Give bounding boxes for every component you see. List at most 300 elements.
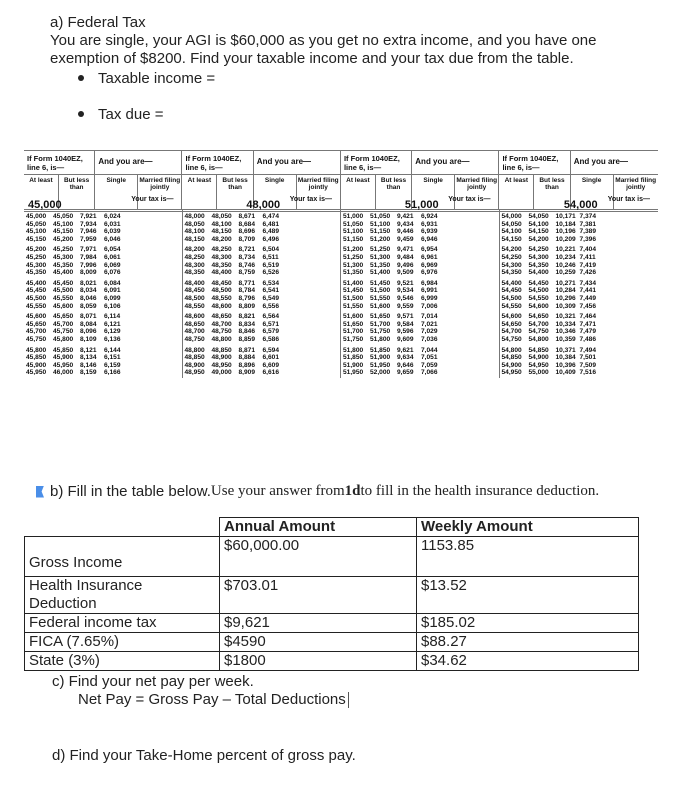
cell-at-least: 54,450: [501, 287, 522, 295]
cell-married-tax: 7,029: [421, 328, 438, 336]
cell-married-tax: 7,066: [421, 369, 438, 377]
cell-but-less-than: 51,100: [370, 220, 391, 228]
cell-but-less-than: 51,700: [370, 320, 391, 328]
cell-but-less-than: 51,450: [370, 279, 391, 287]
cell-but-less-than: 51,150: [370, 228, 391, 236]
cell-single-tax: 10,221: [555, 246, 576, 254]
table-row: [26, 213, 180, 221]
table-row: [26, 303, 180, 311]
cell-but-less-than: 46,000: [53, 369, 74, 377]
cell-at-least: 54,200: [501, 246, 522, 254]
cell-single-tax: 8,871: [238, 346, 256, 354]
annual-amount-cell[interactable]: $9,621: [220, 614, 417, 633]
cell-married-tax: 6,106: [104, 302, 121, 310]
cell-married-tax: 7,411: [579, 253, 596, 261]
cell-married-tax: 6,954: [421, 246, 438, 254]
table-row: [343, 236, 497, 244]
cell-at-least: 48,600: [184, 313, 205, 321]
table-row: [26, 287, 180, 295]
table-row: [185, 347, 339, 355]
cell-married-tax: 6,091: [104, 287, 121, 295]
cell-married-tax: 6,151: [104, 354, 121, 362]
section-a-line2: exemption of $8200. Find your taxable income and your tax due from the table.: [50, 50, 574, 67]
cell-at-least: 51,800: [343, 346, 364, 354]
cell-married-tax: 6,931: [421, 220, 438, 228]
cell-married-tax: 6,069: [104, 261, 121, 269]
cell-single-tax: 9,659: [397, 369, 414, 377]
row-label: State (3%): [25, 652, 220, 671]
cell-single-tax: 10,209: [555, 235, 576, 243]
table-row: [502, 228, 657, 236]
cell-married-tax: 6,039: [104, 228, 121, 236]
cell-married-tax: 7,509: [579, 361, 597, 369]
cell-at-least: 45,150: [26, 235, 47, 243]
section-c-formula: Net Pay = Gross Pay – Total Deductions: [78, 691, 346, 708]
cell-but-less-than: 51,400: [370, 269, 391, 277]
cell-single-tax: 10,246: [555, 261, 576, 269]
header-and-you-are: And you are—: [254, 151, 341, 174]
annual-amount-cell[interactable]: $1800: [220, 652, 417, 671]
subheader-but-less-than: But less than: [59, 175, 95, 209]
cell-at-least: 48,100: [184, 228, 205, 236]
cell-married-tax: 6,991: [421, 287, 438, 295]
cell-but-less-than: 45,650: [53, 313, 74, 321]
cell-married-tax: 6,084: [104, 279, 121, 287]
cell-at-least: 48,650: [184, 320, 205, 328]
cell-single-tax: 9,471: [397, 246, 414, 254]
cell-single-tax: 8,084: [80, 320, 97, 328]
cell-but-less-than: 45,750: [53, 328, 74, 336]
table-row: [26, 328, 180, 336]
table-row: [26, 354, 180, 362]
cell-single-tax: 8,784: [238, 287, 256, 295]
cell-but-less-than: 54,100: [528, 220, 549, 228]
cell-married-tax: 6,594: [262, 346, 280, 354]
table-header-cell: [25, 518, 220, 537]
cell-married-tax: 6,511: [262, 253, 279, 261]
cell-married-tax: 6,534: [262, 279, 280, 287]
cell-but-less-than: 55,000: [528, 369, 549, 377]
cell-at-least: 54,750: [501, 335, 522, 343]
table-row: [343, 369, 497, 377]
cell-but-less-than: 54,400: [528, 269, 549, 277]
cell-at-least: 54,400: [501, 279, 522, 287]
table-row: [343, 254, 497, 262]
cell-single-tax: 8,909: [238, 369, 256, 377]
cell-but-less-than: 48,900: [211, 354, 232, 362]
section-b-instructions: [36, 483, 599, 500]
cell-married-tax: 6,946: [421, 235, 438, 243]
table-row: [26, 262, 180, 270]
cell-single-tax: 9,646: [397, 361, 414, 369]
income-deductions-table: [24, 517, 639, 671]
cell-but-less-than: 48,850: [211, 346, 232, 354]
cell-but-less-than: 45,850: [53, 346, 74, 354]
cell-single-tax: 10,234: [555, 253, 576, 261]
cell-married-tax: 7,051: [421, 354, 438, 362]
weekly-amount-cell[interactable]: 1153.85: [417, 537, 639, 577]
cell-single-tax: 9,484: [397, 253, 414, 261]
subheader-at-least: At least: [24, 175, 59, 209]
section-a-bullets: [72, 67, 215, 125]
table-row: [343, 321, 497, 329]
table-row: [343, 295, 497, 303]
annual-amount-cell[interactable]: $4590: [220, 633, 417, 652]
weekly-amount-cell[interactable]: $13.52: [417, 577, 639, 614]
cell-married-tax: 7,434: [579, 279, 597, 287]
cell-at-least: 54,000: [501, 213, 522, 220]
table-row: [26, 254, 180, 262]
cell-at-least: 51,650: [343, 320, 364, 328]
cell-at-least: 54,050: [501, 220, 522, 228]
cell-single-tax: 10,259: [555, 269, 576, 277]
cell-at-least: 48,550: [184, 302, 205, 310]
cell-married-tax: 6,564: [262, 313, 280, 321]
cell-single-tax: 8,759: [238, 269, 256, 277]
cell-single-tax: 7,959: [80, 235, 97, 243]
table-row: [185, 313, 339, 321]
cell-at-least: 48,050: [184, 220, 205, 228]
cell-single-tax: 10,171: [555, 213, 576, 220]
cell-but-less-than: 51,350: [370, 261, 391, 269]
cell-single-tax: 8,034: [80, 287, 97, 295]
cell-but-less-than: 51,600: [370, 302, 391, 310]
cell-at-least: 51,050: [343, 220, 364, 228]
table-row: [185, 246, 339, 254]
cell-married-tax: 6,166: [104, 369, 121, 377]
cell-single-tax: 7,934: [80, 220, 97, 228]
section-b-rest: Use your answer from: [210, 483, 345, 499]
cell-single-tax: 10,309: [555, 302, 576, 310]
cell-but-less-than: 45,550: [53, 294, 74, 302]
weekly-amount-cell[interactable]: $34.62: [417, 652, 639, 671]
cell-single-tax: 9,446: [397, 228, 414, 236]
table-row: [26, 313, 180, 321]
table-row: [502, 354, 657, 362]
table-header-cell: Weekly Amount: [417, 518, 639, 537]
cell-but-less-than: 45,350: [53, 261, 74, 269]
cell-single-tax: 8,734: [238, 253, 256, 261]
cell-but-less-than: 45,200: [53, 235, 74, 243]
cell-but-less-than: 45,300: [53, 253, 74, 261]
table-row: [502, 280, 657, 288]
cell-but-less-than: 54,050: [528, 213, 549, 220]
cell-at-least: 45,300: [26, 261, 47, 269]
cell-but-less-than: 51,900: [370, 354, 391, 362]
table-row: [25, 614, 639, 633]
table-row: [26, 221, 180, 229]
cell-but-less-than: 51,800: [370, 335, 391, 343]
text-caret[interactable]: [348, 692, 349, 708]
cell-single-tax: 9,496: [397, 261, 414, 269]
tax-table: [24, 150, 658, 422]
section-d-question: d) Find your Take-Home percent of gross pay.: [52, 747, 356, 764]
cell-but-less-than: 51,500: [370, 287, 391, 295]
cell-at-least: 45,200: [26, 246, 47, 254]
cell-married-tax: 6,024: [104, 213, 121, 220]
tax-rows: [183, 212, 341, 378]
cell-at-least: 51,950: [343, 369, 364, 377]
table-row: [26, 321, 180, 329]
subheader-single: Single: [571, 175, 614, 209]
table-row: [185, 295, 339, 303]
cell-but-less-than: 48,200: [211, 235, 232, 243]
cell-single-tax: 8,859: [238, 335, 256, 343]
table-row: [343, 213, 497, 221]
cell-but-less-than: 54,700: [528, 320, 549, 328]
subheader-but-less-than: But less than: [376, 175, 412, 209]
cell-single-tax: 8,884: [238, 354, 256, 362]
cell-married-tax: 7,036: [421, 335, 438, 343]
cell-but-less-than: 48,350: [211, 261, 232, 269]
cell-married-tax: 6,114: [104, 313, 121, 321]
cell-at-least: 48,500: [184, 294, 205, 302]
cell-at-least: 45,800: [26, 346, 47, 354]
cell-single-tax: 8,009: [80, 269, 97, 277]
table-row: [343, 221, 497, 229]
table-row: [502, 369, 657, 377]
annual-amount-cell[interactable]: $60,000.00: [220, 537, 417, 577]
cell-married-tax: 7,419: [579, 261, 597, 269]
cell-married-tax: 7,471: [579, 320, 597, 328]
cell-but-less-than: 48,800: [211, 335, 232, 343]
cell-married-tax: 7,486: [579, 335, 597, 343]
cell-single-tax: 10,346: [555, 328, 576, 336]
cell-at-least: 48,250: [184, 253, 205, 261]
cell-but-less-than: 54,200: [528, 235, 549, 243]
table-row: [185, 336, 339, 344]
table-row: [502, 336, 657, 344]
cell-single-tax: 8,721: [238, 246, 256, 254]
cell-at-least: 48,750: [184, 335, 205, 343]
cell-single-tax: 10,371: [555, 346, 576, 354]
cell-married-tax: 6,054: [104, 246, 121, 254]
cell-single-tax: 9,609: [397, 335, 414, 343]
tax-table-header: [24, 150, 658, 174]
section-a-line1: You are single, your AGI is $60,000 as you get no extra income, and you have one: [50, 32, 597, 49]
table-row: [343, 246, 497, 254]
tax-column-group: Your tax is— 45,000 45,000 45,050 7,921 6,024 45,050 45,100 7,934 6,031 45,100 45,150 7,946 6,039 45,150 45,200 7,959 6,046 45,200 45,250 7,971 6,054 45,250 45,300 7,984 6,061 45,300 45,350 7,996 6,069 45,350 45,400 8,009 6,076 45,400 45,450 8,021 6,084 45,450 45,500 8,034 6,091 45,500 45,550 8,046 6,099 45,550 45,600 8,059 6,106 45,600 45,650 8,071 6,114 45,650 45,700 8,084 6,121 45,700 45,750 8,096 6,129 45,750 45,800 8,109 6,136 45,800 45,850 8,121 6,144 45,850 45,900 8,134 6,151 45,900 45,950 8,146 6,159 45,950 46,000 8,159 6,166: [24, 210, 183, 378]
cell-but-less-than: 51,850: [370, 346, 391, 354]
row-label: FICA (7.65%): [25, 633, 220, 652]
section-c-question: c) Find your net pay per week.: [52, 673, 254, 690]
cell-at-least: 48,950: [184, 369, 205, 377]
section-c-formula-line: [78, 690, 349, 710]
cell-single-tax: 10,284: [555, 287, 576, 295]
header-if-form-line: If Form 1040EZ, line 6, is—: [24, 151, 95, 174]
cell-but-less-than: 52,000: [370, 369, 391, 377]
cell-married-tax: 7,059: [421, 361, 438, 369]
table-row: [26, 280, 180, 288]
table-header-cell: Annual Amount: [220, 518, 417, 537]
cell-single-tax: 10,296: [555, 294, 576, 302]
cell-single-tax: 7,921: [80, 213, 97, 220]
cell-single-tax: 9,584: [397, 320, 414, 328]
cell-at-least: 51,150: [343, 235, 364, 243]
table-row: [26, 347, 180, 355]
tax-column-group: Your tax is— 51,000 51,000 51,050 9,421 6,924 51,050 51,100 9,434 6,931 51,100 51,150 9,446 6,939 51,150 51,200 9,459 6,946 51,200 51,250 9,471 6,954 51,250 51,300 9,484 6,961 51,300 51,350 9,496 6,969 51,350 51,400 9,509 6,976 51,400 51,450 9,521 6,984 51,450 51,500 9,534 6,991 51,500 51,550 9,546 6,999 51,550 51,600 9,559 7,006 51,600 51,650 9,571 7,014 51,650 51,700 9,584 7,021 51,700 51,750 9,596 7,029 51,750 51,800 9,609 7,036 51,800 51,850 9,621 7,044 51,850 51,900 9,634 7,051 51,900 51,950 9,646 7,059 51,950 52,000 9,659 7,066: [341, 210, 500, 378]
cell-married-tax: 6,976: [421, 269, 438, 277]
cell-single-tax: 7,946: [80, 228, 97, 236]
cell-married-tax: 6,579: [262, 328, 280, 336]
table-row: [185, 280, 339, 288]
cell-at-least: 45,050: [26, 220, 47, 228]
cell-single-tax: 9,596: [397, 328, 414, 336]
cell-but-less-than: 51,200: [370, 235, 391, 243]
cell-married-tax: 6,031: [104, 220, 121, 228]
subheader-single: Single: [254, 175, 297, 209]
table-row: [502, 262, 657, 270]
cell-single-tax: 8,046: [80, 294, 97, 302]
cell-single-tax: 8,134: [80, 354, 97, 362]
cell-married-tax: 6,586: [262, 335, 280, 343]
bullet-icon: [78, 75, 84, 81]
cell-married-tax: 6,046: [104, 235, 121, 243]
cell-at-least: 48,800: [184, 346, 205, 354]
cell-but-less-than: 54,500: [528, 287, 549, 295]
income-bracket-title: 51,000: [341, 198, 499, 212]
cell-at-least: 45,350: [26, 269, 47, 277]
cell-at-least: 48,900: [184, 361, 205, 369]
table-row: [185, 236, 339, 244]
cell-single-tax: 9,521: [397, 279, 414, 287]
cell-but-less-than: 45,800: [53, 335, 74, 343]
cell-at-least: 51,000: [343, 213, 364, 220]
row-label: Gross Income: [25, 537, 220, 577]
table-row: [25, 537, 639, 577]
cell-but-less-than: 48,450: [211, 279, 232, 287]
weekly-amount-cell[interactable]: $88.27: [417, 633, 639, 652]
cell-at-least: 45,500: [26, 294, 47, 302]
table-row: [26, 269, 180, 277]
cell-married-tax: 6,136: [104, 335, 121, 343]
section-a-title: a) Federal Tax: [50, 14, 146, 31]
income-bracket-title: 45,000: [24, 198, 182, 212]
header-and-you-are: And you are—: [95, 151, 182, 174]
cell-married-tax: 6,984: [421, 279, 438, 287]
cell-at-least: 48,400: [184, 279, 205, 287]
section-b-suffix: to fill in the health insurance deduction.: [360, 483, 600, 499]
cell-at-least: 54,350: [501, 269, 522, 277]
tax-table-body: [24, 196, 658, 378]
cell-at-least: 51,550: [343, 302, 364, 310]
tax-column-group: Your tax is— 54,000 54,000 54,050 10,171 7,374 54,050 54,100 10,184 7,381 54,100 54,150 10,196 7,389 54,150 54,200 10,209 7,396 54,200 54,250 10,221 7,404 54,250 54,300 10,234 7,411 54,300 54,350 10,246 7,419 54,350 54,400 10,259 7,426 54,400 54,450 10,271 7,434 54,450 54,500 10,284 7,441 54,500 54,550 10,296 7,449 54,550 54,600 10,309 7,456 54,600 54,650 10,321 7,464 54,650 54,700 10,334 7,471 54,700 54,750 10,346 7,479 54,750 54,800 10,359 7,486 54,800 54,850 10,371 7,494 54,850 54,900 10,384 7,501 54,900 54,950 10,396 7,509 54,950 55,000 10,409 7,516: [500, 210, 659, 378]
cell-at-least: 45,600: [26, 313, 47, 321]
table-row: [502, 321, 657, 329]
cell-but-less-than: 54,950: [528, 361, 549, 369]
cell-at-least: 54,100: [501, 228, 522, 236]
cell-at-least: 54,250: [501, 253, 522, 261]
subheader-married-jointly: Married filing jointly: [615, 177, 657, 191]
cell-married-tax: 6,556: [262, 302, 280, 310]
cell-single-tax: 9,546: [397, 294, 414, 302]
cell-but-less-than: 51,750: [370, 328, 391, 336]
table-row: [343, 362, 497, 370]
cell-at-least: 54,300: [501, 261, 522, 269]
cell-at-least: 54,500: [501, 294, 522, 302]
table-row: [26, 236, 180, 244]
subheader-at-least: At least: [182, 175, 217, 209]
table-row: [502, 347, 657, 355]
cell-but-less-than: 54,150: [528, 228, 549, 236]
cell-single-tax: 9,509: [397, 269, 414, 277]
table-row: [185, 362, 339, 370]
cell-married-tax: 6,519: [262, 261, 280, 269]
cell-married-tax: 6,061: [104, 253, 121, 261]
cell-married-tax: 7,374: [579, 213, 597, 220]
table-row: [26, 246, 180, 254]
cell-but-less-than: 54,450: [528, 279, 549, 287]
taxable-income-label: Taxable income =: [98, 69, 216, 87]
table-row: [502, 213, 657, 221]
cell-but-less-than: 45,050: [53, 213, 74, 220]
cell-but-less-than: 48,100: [211, 220, 232, 228]
row-label: Health Insurance Deduction: [25, 577, 220, 614]
subheader-at-least: At least: [341, 175, 376, 209]
table-row: [26, 369, 180, 377]
cell-married-tax: 6,601: [262, 354, 280, 362]
cell-single-tax: 8,821: [238, 313, 256, 321]
cell-single-tax: 8,159: [80, 369, 97, 377]
cell-married-tax: 7,494: [579, 346, 597, 354]
cell-but-less-than: 48,250: [211, 246, 232, 254]
table-row: [502, 221, 657, 229]
cell-but-less-than: 54,600: [528, 302, 549, 310]
cell-at-least: 51,850: [343, 354, 364, 362]
header-if-form-line: If Form 1040EZ, line 6, is—: [341, 151, 412, 174]
cell-married-tax: 7,456: [579, 302, 597, 310]
cell-married-tax: 6,159: [104, 361, 121, 369]
cell-but-less-than: 51,650: [370, 313, 391, 321]
cell-at-least: 45,250: [26, 253, 47, 261]
cell-but-less-than: 48,600: [211, 302, 232, 310]
annual-amount-cell[interactable]: $703.01: [220, 577, 417, 614]
subheader-but-less-than: But less than: [217, 175, 253, 209]
cell-single-tax: 9,434: [397, 220, 414, 228]
cell-at-least: 45,900: [26, 361, 47, 369]
bullet-item: [72, 103, 215, 125]
table-row: [25, 577, 639, 614]
table-row: [502, 254, 657, 262]
cell-single-tax: 8,746: [238, 261, 256, 269]
cell-married-tax: 6,961: [421, 253, 438, 261]
cell-but-less-than: 48,300: [211, 253, 232, 261]
cell-married-tax: 7,396: [579, 235, 597, 243]
table-row: [185, 213, 339, 221]
cell-but-less-than: 49,000: [211, 369, 232, 377]
cell-at-least: 54,650: [501, 320, 522, 328]
cell-at-least: 48,700: [184, 328, 205, 336]
cell-but-less-than: 45,450: [53, 279, 74, 287]
table-row: [25, 652, 639, 671]
cell-at-least: 54,900: [501, 361, 522, 369]
cell-single-tax: 8,809: [238, 302, 256, 310]
cell-single-tax: 9,634: [397, 354, 414, 362]
table-row: [343, 303, 497, 311]
weekly-amount-cell[interactable]: $185.02: [417, 614, 639, 633]
table-row: [185, 328, 339, 336]
cell-married-tax: 7,021: [421, 320, 438, 328]
table-row: [343, 269, 497, 277]
cell-married-tax: 7,441: [579, 287, 597, 295]
table-row: [185, 262, 339, 270]
cell-but-less-than: 51,550: [370, 294, 391, 302]
cell-at-least: 48,850: [184, 354, 205, 362]
cell-single-tax: 8,796: [238, 294, 256, 302]
cell-but-less-than: 54,300: [528, 253, 549, 261]
cell-single-tax: 9,421: [397, 213, 414, 220]
table-row: [185, 228, 339, 236]
